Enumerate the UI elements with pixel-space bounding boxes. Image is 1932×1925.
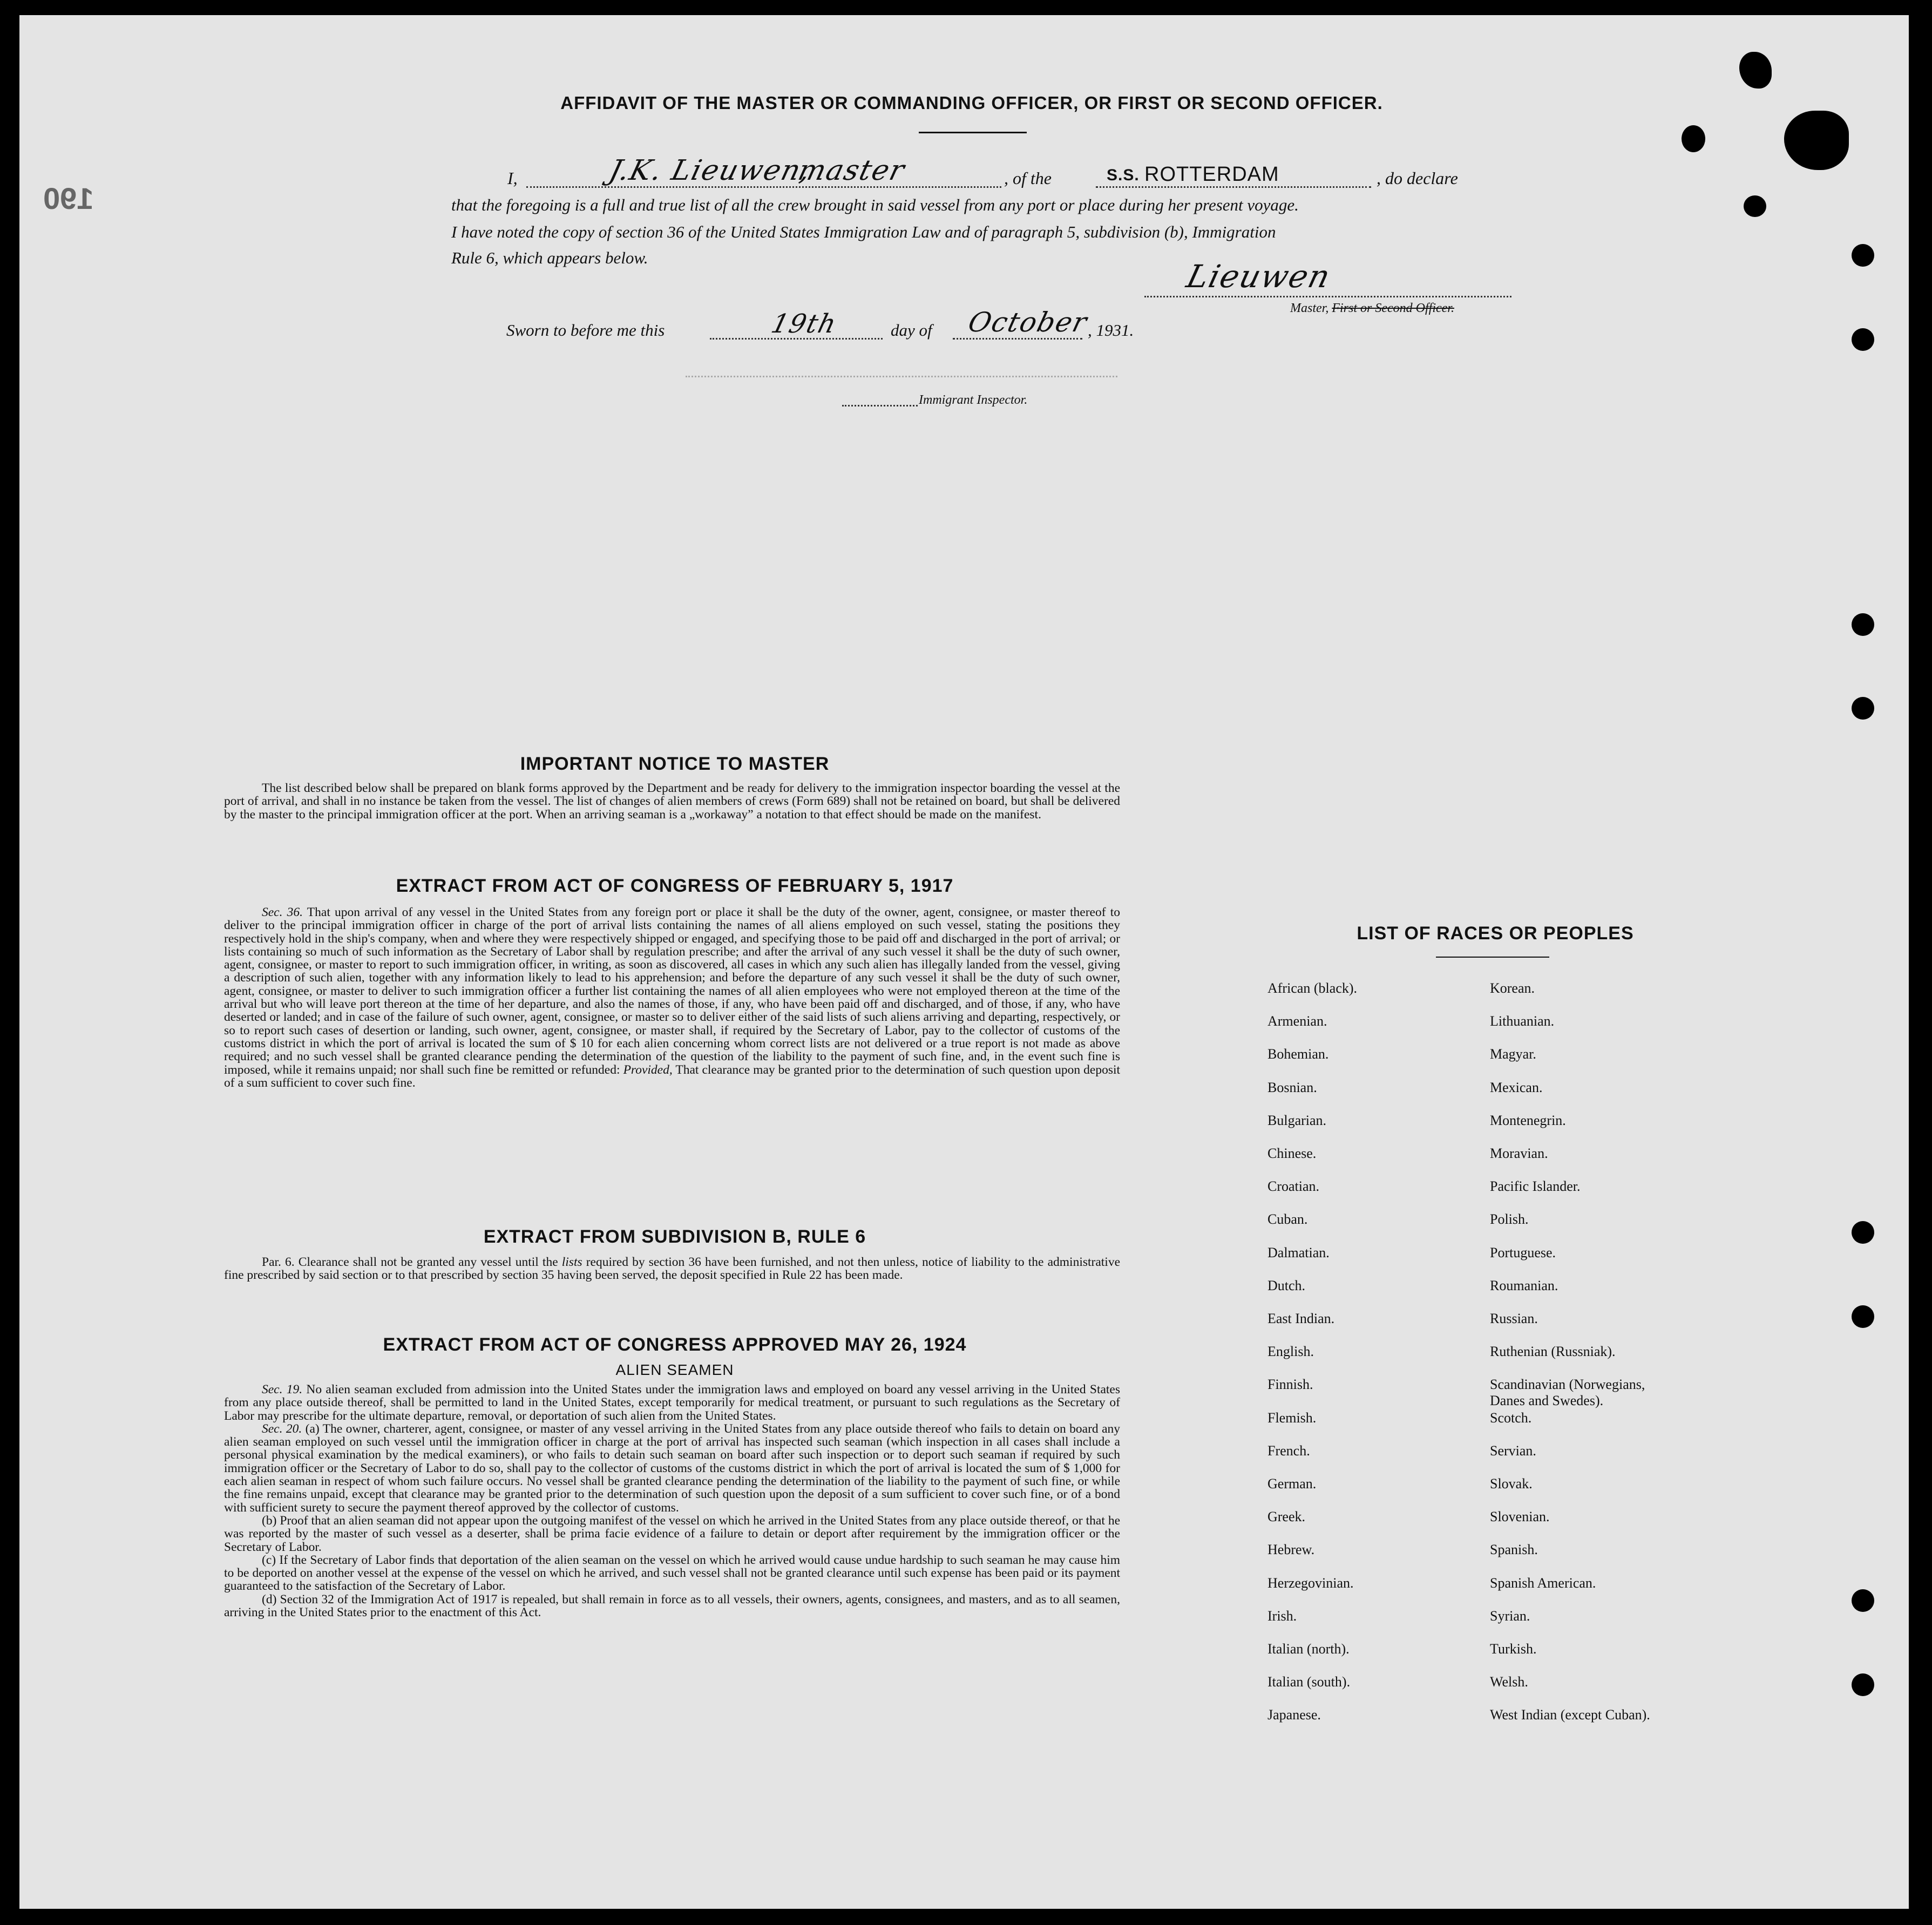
race-item: Flemish. bbox=[1267, 1409, 1317, 1426]
race-item: Dutch. bbox=[1267, 1277, 1306, 1293]
sec19-label: Sec. 19. bbox=[262, 1382, 303, 1397]
notice-body: The list described below shall be prepared on blank forms approved by the Department and be ready for delivery to the immigration inspector boarding the vessel at the port of arrival, and shall in no instance be taken from the vessel. The list of changes of alien members of crews (Form 689) shall not be retained on board, but shall be delivered by the master to the principal immigration officer at the port. When an arriving seaman is a „workaway” a notation to that effect should be made on the manifest. bbox=[224, 781, 1120, 822]
sec20b-paragraph: (b) Proof that an alien seaman did not appear upon the outgoing manifest of the vessel on which he arrived in the United States from any place outside thereof, or that he was reported by the master of such vessel as a deserter, shall be prima facie evidence of a failure to detain or deport after requirement by the immigration officer or the Secretary of Labor. bbox=[224, 1513, 1120, 1554]
extract1-proviso: That clearance may be granted prior to the determination of such question upon deposit of a sum sufficient to cover such fine. bbox=[224, 1062, 1121, 1090]
signature: Lieuwen bbox=[1183, 258, 1335, 295]
day-fill-line bbox=[710, 338, 883, 340]
race-item: Syrian. bbox=[1490, 1608, 1530, 1624]
race-item: Slovak. bbox=[1490, 1476, 1533, 1492]
punch-hole bbox=[1852, 697, 1874, 720]
inspector-line bbox=[686, 376, 1117, 377]
race-item: Lithuanian. bbox=[1490, 1013, 1555, 1029]
race-item: Russian. bbox=[1490, 1311, 1538, 1326]
ink-blot bbox=[1682, 125, 1705, 152]
race-item: Magyar. bbox=[1490, 1046, 1536, 1062]
affidavit-line1-prefix: I, bbox=[507, 168, 518, 188]
ship-prefix: S.S. bbox=[1107, 166, 1140, 184]
race-item: English. bbox=[1267, 1344, 1314, 1360]
punch-hole bbox=[1852, 1589, 1874, 1612]
sec20a-paragraph bbox=[224, 1422, 1120, 1514]
race-item: Bohemian. bbox=[1267, 1046, 1329, 1062]
extract1-body bbox=[224, 906, 1120, 1089]
race-item: Hebrew. bbox=[1267, 1542, 1315, 1558]
extract2-text-b: required by section 36 have been furnished, and not then unless, notice of liability to the administrative fine prescribed by said section or to that prescribed by section 35 having been served, the deposit specified in Rule 22 has been made. bbox=[224, 1255, 1121, 1283]
extract2-text-a: Par. 6. Clearance shall not be granted any vessel until the bbox=[262, 1255, 558, 1269]
extract1-text: That upon arrival of any vessel in the United States from any foreign port or place it shall be the duty of the owner, agent, consignee, or master thereof to deliver to the principal immigration officer in charge of the port of arrival lists containing the names of all aliens employed on such vessel, stating the positions they respectively hold in the ship's company, when and where they were respectively shipped or engaged, and specifying those to be paid off and discharged in the port of arrival; or lists containing so much of such information as the Secretary of Labor shall by regulation prescribe; and after the arrival of any such vessel it shall be the duty of such owner, agent, consignee, or master to report to such immigration officer, in writing, as soon as discovered, all cases in which any such alien has illegally landed from the vessel, giving a description of such alien, together with any information likely to lead to his apprehension; and before the departure of any such vessel it shall be the duty of such owner, agent, consignee, or master to deliver to such immigration officer a further list containing the names of all alien employees who were not employed thereon at the time of the arrival but who will leave port thereon at the time of her departure, and also the names of those, if any, who have been paid off and discharged, and of those, if any, who have deserted or landed; and in case of the failure of such owner, agent, consignee, or master so to deliver either of the said lists of such aliens arriving and departing, respectively, or so to report such cases of desertion or landing, such owner, agent, consignee, or master shall, if required by the Secretary of Labor, pay to the collector of customs of the customs district in which the port of arrival is located the sum of $ 10 for each alien concerning whom correct lists are not delivered or a true report is not made as above required; and no such vessel shall be granted clearance pending the determination of the question of the liability to the payment of such fine, and, in the event such fine is imposed, while it remains unpaid; nor shall such fine be remitted or refunded: bbox=[224, 905, 1121, 1077]
signature-line bbox=[1144, 296, 1511, 297]
race-item: Bosnian. bbox=[1267, 1079, 1317, 1095]
race-item: Croatian. bbox=[1267, 1178, 1320, 1195]
ink-blot bbox=[1784, 111, 1849, 170]
race-item: Korean. bbox=[1490, 980, 1535, 996]
race-item: Dalmatian. bbox=[1267, 1244, 1330, 1260]
affidavit-line4: Rule 6, which appears below. bbox=[451, 248, 648, 267]
race-item: Slovenian. bbox=[1490, 1509, 1550, 1525]
race-item: Welsh. bbox=[1490, 1674, 1528, 1690]
sec20a-text: (a) The owner, charterer, agent, consignee, or master of any vessel arriving in the United States from any place outside thereof who fails to detain on board any alien seaman employed on such vessel until the immigration officer in charge at the port of arrival has inspected such seaman (which inspection in all cases shall include a personal physical examination by the medical examiners), or who fails to detain such seaman on board after such inspection or to deport such seaman if required by such immigration officer or the Secretary of Labor to do so, shall pay to the collector of customs of the customs district in which the port of arrival is located the sum of $ 1,000 for each alien seaman in respect of whom such failure occurs. No vessel shall be granted clearance pending the determination of the liability to the payment of such fine, or while the fine remains unpaid, except that clearance may be granted prior to the determination of such question upon the deposit of a sum sufficient to cover such fine, or of a bond with sufficient surety to secure the payment thereof approved by the collector of customs. bbox=[224, 1421, 1121, 1515]
sworn-year: , 1931. bbox=[1088, 321, 1134, 340]
name-fill-line bbox=[526, 186, 1001, 188]
signature-caption bbox=[1290, 301, 1454, 316]
title-rule bbox=[919, 132, 1027, 133]
race-item: Mexican. bbox=[1490, 1079, 1543, 1095]
punch-hole bbox=[1852, 328, 1874, 351]
race-item: Cuban. bbox=[1267, 1211, 1308, 1228]
extract3-body bbox=[224, 1383, 1120, 1619]
ship-name: ROTTERDAM bbox=[1144, 163, 1279, 186]
extract1-title: EXTRACT FROM ACT OF CONGRESS OF FEBRUARY 5, 1917 bbox=[396, 876, 954, 896]
races-title: LIST OF RACES OR PEOPLES bbox=[1357, 923, 1634, 944]
race-item: Bulgarian. bbox=[1267, 1112, 1327, 1128]
sec20-label: Sec. 20. bbox=[262, 1421, 302, 1436]
punch-hole bbox=[1852, 1305, 1874, 1328]
races-title-rule bbox=[1436, 957, 1549, 958]
sworn-day-of: day of bbox=[891, 321, 932, 340]
ink-blot bbox=[1744, 195, 1766, 217]
sec20c-paragraph: (c) If the Secretary of Labor finds that deportation of the alien seaman on the vessel on which he arrived would cause undue hardship to such seaman he may cause him to be deported on another vessel at the expense of the vessel on which he arrived, and such vessel shall not be granted clearance until such expense has been paid or its payment guaranteed to the satisfaction of the Secretary of Labor. bbox=[224, 1553, 1120, 1594]
ship-fill-line bbox=[1096, 186, 1371, 188]
race-item: Italian (north). bbox=[1267, 1641, 1350, 1657]
race-item: East Indian. bbox=[1267, 1311, 1335, 1326]
extract1-sec-label: Sec. 36. bbox=[262, 905, 303, 919]
race-item: Montenegrin. bbox=[1490, 1112, 1566, 1128]
sworn-month-handwriting: October bbox=[965, 307, 1091, 338]
sworn-day-handwriting: 19th bbox=[768, 309, 840, 339]
race-item: Servian. bbox=[1490, 1442, 1536, 1459]
punch-hole bbox=[1852, 613, 1874, 636]
race-item-continuation: Danes and Swedes). bbox=[1490, 1393, 1604, 1408]
race-item: German. bbox=[1267, 1476, 1317, 1492]
race-item: Pacific Islander. bbox=[1490, 1178, 1581, 1195]
caption-master: Master, bbox=[1290, 301, 1329, 315]
extract3-subtitle: ALIEN SEAMEN bbox=[615, 1361, 734, 1378]
do-declare-text: , do declare bbox=[1377, 168, 1458, 188]
punch-hole bbox=[1852, 244, 1874, 267]
role-handwriting: master bbox=[795, 154, 909, 187]
race-item: Ruthenian (Russniak). bbox=[1490, 1344, 1616, 1360]
punch-hole bbox=[1852, 1673, 1874, 1696]
extract1-proviso-label: Provided, bbox=[623, 1062, 673, 1077]
extract2-body bbox=[224, 1256, 1120, 1282]
affidavit-title: AFFIDAVIT OF THE MASTER OR COMMANDING OFFICER, OR FIRST OR SECOND OFFICER. bbox=[560, 93, 1383, 113]
sec19-text: No alien seaman excluded from admission into the United States under the immigration laws and employed on board any vessel arriving in the United States from any place outside thereof, shall be permitted to land in the United States, except temporarily for medical treatment, or pursuant to such regulations as the Secretary of Labor may prescribe for the ultimate departure, removal, or deportation of such alien from the United States. bbox=[224, 1382, 1121, 1423]
page-number: 190 bbox=[43, 181, 94, 215]
sworn-prefix: Sworn to before me this bbox=[506, 321, 665, 340]
of-the-text: , of the bbox=[1004, 168, 1052, 188]
sec19-paragraph bbox=[224, 1383, 1120, 1422]
extract2-text-em: lists bbox=[561, 1255, 582, 1269]
race-item: French. bbox=[1267, 1442, 1310, 1459]
race-item: Irish. bbox=[1267, 1608, 1297, 1624]
inspector-caption: Immigrant Inspector. bbox=[919, 393, 1028, 407]
month-fill-line bbox=[953, 338, 1082, 340]
inspector-sign-line bbox=[842, 405, 918, 406]
extract3-title: EXTRACT FROM ACT OF CONGRESS APPROVED MAY 26, 1924 bbox=[383, 1334, 967, 1355]
master-name-handwriting: J.K. Lieuwen, bbox=[606, 154, 815, 187]
race-item: Japanese. bbox=[1267, 1707, 1321, 1723]
race-item: Polish. bbox=[1490, 1211, 1529, 1228]
race-item: Portuguese. bbox=[1490, 1244, 1556, 1260]
race-item: Scandinavian (Norwegians, bbox=[1490, 1377, 1645, 1393]
affidavit-line3: I have noted the copy of section 36 of the United States Immigration Law and of paragraph 5, subdivision (b), Immigration bbox=[451, 222, 1276, 241]
race-item: Moravian. bbox=[1490, 1145, 1548, 1161]
caption-struck: First or Second Officer. bbox=[1332, 301, 1454, 315]
race-item: Turkish. bbox=[1490, 1641, 1537, 1657]
race-item: Scotch. bbox=[1490, 1409, 1532, 1426]
extract2-title: EXTRACT FROM SUBDIVISION B, RULE 6 bbox=[483, 1226, 866, 1247]
race-item: Finnish. bbox=[1267, 1377, 1313, 1393]
race-item: African (black). bbox=[1267, 980, 1358, 996]
scan-edge bbox=[0, 0, 19, 1925]
race-item: Greek. bbox=[1267, 1509, 1306, 1525]
race-item: Italian (south). bbox=[1267, 1674, 1351, 1690]
race-item: Armenian. bbox=[1267, 1013, 1327, 1029]
race-item: Spanish American. bbox=[1490, 1575, 1596, 1591]
race-item: Spanish. bbox=[1490, 1542, 1538, 1558]
affidavit-line2: that the foregoing is a full and true list of all the crew brought in said vessel from any port or place during her present voyage. bbox=[451, 195, 1299, 214]
race-item: West Indian (except Cuban). bbox=[1490, 1707, 1650, 1723]
race-item: Herzegovinian. bbox=[1267, 1575, 1354, 1591]
notice-title: IMPORTANT NOTICE TO MASTER bbox=[520, 754, 830, 774]
punch-hole bbox=[1852, 1221, 1874, 1244]
race-item: Roumanian. bbox=[1490, 1277, 1558, 1293]
sec20d-paragraph: (d) Section 32 of the Immigration Act of 1917 is repealed, but shall remain in force as to all vessels, their owners, agents, consignees, and masters, and as to all seamen, arriving in the United States prior to the enactment of this Act. bbox=[224, 1592, 1120, 1620]
race-item: Chinese. bbox=[1267, 1145, 1317, 1161]
